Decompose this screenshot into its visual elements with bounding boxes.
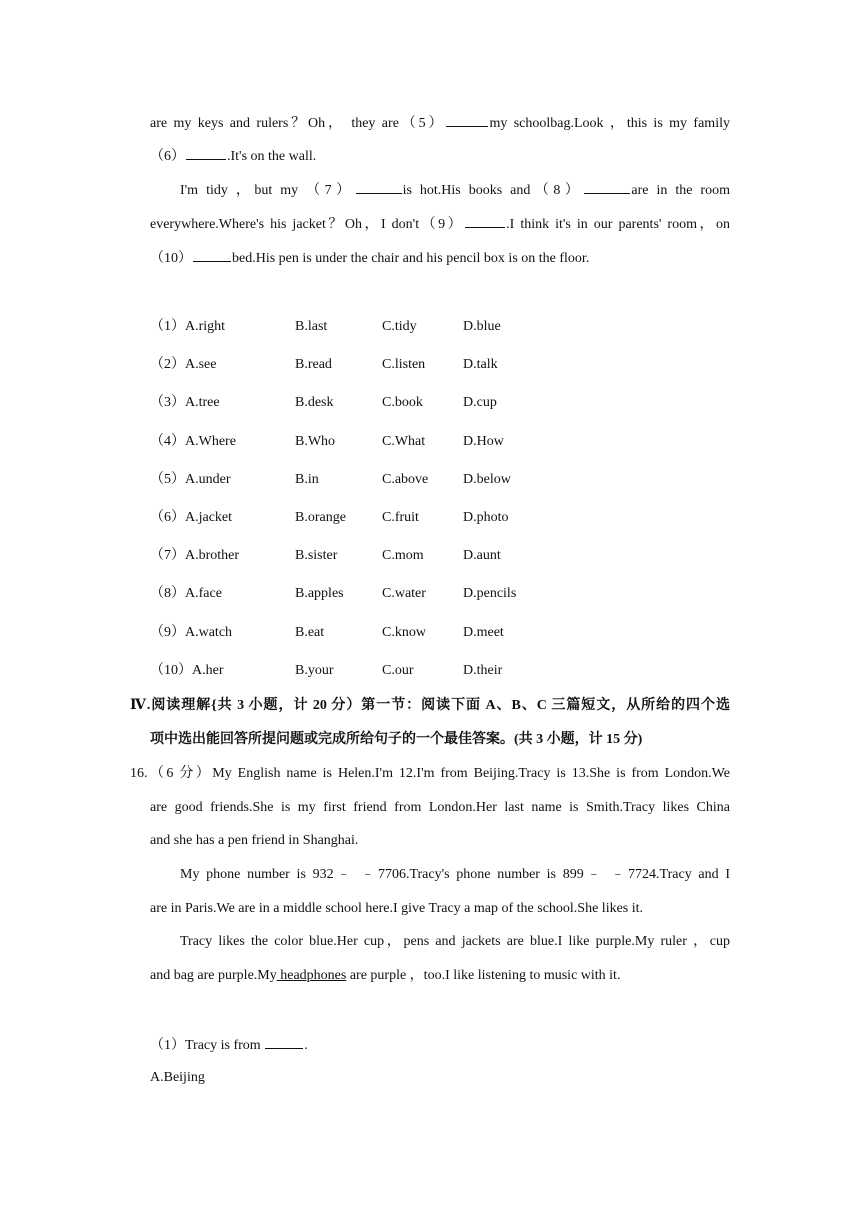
option-a: （9）A.watch [150, 624, 233, 640]
option-c: C.listen [382, 357, 426, 373]
option-row [150, 317, 650, 337]
blank-9 [465, 213, 505, 228]
option-row [150, 470, 650, 490]
option-d: D.cup [463, 395, 497, 411]
text: everywhere.Where's his jacket？Oh，I don't（9） [150, 217, 465, 232]
option-d: D.below [463, 471, 511, 487]
section-heading-line-2: 项中选出能回答所提问题或完成所给句子的一个最佳答案。(共 3 小题，计 15 分) [150, 732, 643, 747]
option-a: （7）A.brother [150, 548, 240, 564]
blank-6 [186, 145, 226, 160]
option-c: C.water [382, 586, 426, 602]
text: bed.His pen is under the chair and his pencil box is on the floor. [232, 251, 590, 266]
text: are purple ，too.I like listening to music with it. [346, 968, 621, 983]
text: （6） [150, 149, 185, 164]
blank-10 [193, 247, 231, 262]
blank-7 [356, 179, 402, 194]
option-b: B.sister [295, 548, 338, 564]
passage-line-1 [150, 112, 730, 134]
text: my schoolbag.Look ，this is my family [489, 116, 730, 131]
option-a: （5）A.under [150, 471, 231, 487]
blank-8 [584, 179, 630, 194]
passage-line-2 [150, 145, 730, 167]
option-b: B.in [295, 471, 319, 487]
option-a: （6）A.jacket [150, 510, 233, 525]
option-row [150, 623, 650, 643]
text: are my keys and rulers？Oh， they are（5） [150, 116, 446, 131]
option-a: （4）A.Where [150, 433, 236, 449]
option-c: C.tidy [382, 319, 417, 334]
option-b: B.Who [295, 433, 336, 449]
sub-question-1 [150, 1034, 730, 1056]
option-c: C.What [382, 433, 426, 449]
text: is hot.His books and（8） [402, 183, 584, 198]
option-b: B.desk [295, 395, 334, 411]
option-c: C.book [382, 395, 423, 411]
section-heading-line-1: Ⅳ.阅读理解{共 3 小题，计 20 分）第一节：阅读下面 A、B、C 三篇短文，从所给的四个选 [130, 698, 730, 713]
option-c: C.know [382, 624, 426, 640]
q16-line-1: 16.（6 分）My English name is Helen.I'm 12.I'm from Beijing.Tracy is 13.She is from London.We [130, 766, 730, 781]
option-d: D.blue [463, 319, 501, 334]
text: .It's on the wall. [227, 149, 317, 164]
option-b: B.apples [295, 586, 344, 602]
text: （10） [150, 251, 192, 266]
question-text: （1）Tracy is from [150, 1038, 265, 1053]
blank-5 [446, 112, 488, 127]
option-c: C.fruit [382, 510, 419, 525]
text: and bag are purple.My [150, 968, 277, 983]
text: I'm tidy ，but my （7） [180, 183, 355, 198]
option-b: B.read [295, 357, 332, 373]
passage-line-4 [150, 213, 730, 235]
option-a: （2）A.see [150, 357, 217, 373]
option-row [150, 355, 650, 375]
q16-line-2: are good friends.She is my first friend from London.Her last name is Smith.Tracy likes China [150, 800, 730, 815]
option-a: （10）A.her [150, 662, 224, 678]
option-row [150, 508, 650, 528]
option-row [150, 546, 650, 566]
option-a: （8）A.face [150, 586, 222, 602]
option-d: D.photo [463, 510, 509, 525]
option-c: C.our [382, 662, 414, 678]
passage-line-3 [180, 179, 730, 201]
option-d: D.their [463, 662, 503, 678]
option-d: D.How [463, 433, 504, 449]
option-d: D.meet [463, 624, 504, 640]
option-a: （1）A.right [150, 319, 226, 334]
sub-question-1-option-a: A.Beijing [150, 1070, 205, 1085]
text: are in the room [631, 183, 730, 198]
option-c: C.above [382, 471, 429, 487]
q16-line-7 [150, 966, 730, 986]
option-a: （3）A.tree [150, 395, 220, 411]
option-row [150, 393, 650, 413]
option-row [150, 584, 650, 604]
text: . [304, 1038, 308, 1053]
underlined-word: headphones [276, 968, 347, 983]
option-b: B.eat [295, 624, 325, 640]
option-d: D.aunt [463, 548, 501, 564]
option-b: B.orange [295, 510, 346, 525]
answer-blank [265, 1034, 303, 1049]
option-b: B.last [295, 319, 328, 334]
q16-line-6: Tracy likes the color blue.Her cup，pens and jackets are blue.I like purple.My ruler ，cup [180, 934, 730, 949]
q16-line-3: and she has a pen friend in Shanghai. [150, 833, 359, 848]
option-row [150, 432, 650, 452]
option-d: D.pencils [463, 586, 517, 602]
text: .I think it's in our parents' room，on [506, 217, 731, 232]
passage-line-5 [150, 247, 730, 269]
option-row [150, 661, 650, 681]
q16-line-5: are in Paris.We are in a middle school here.I give Tracy a map of the school.She likes it. [150, 901, 644, 916]
option-d: D.talk [463, 357, 498, 373]
option-b: B.your [295, 662, 334, 678]
q16-line-4: My phone number is 932﹣ ﹣7706.Tracy's phone number is 899﹣ ﹣7724.Tracy and I [180, 867, 730, 882]
option-c: C.mom [382, 548, 424, 564]
